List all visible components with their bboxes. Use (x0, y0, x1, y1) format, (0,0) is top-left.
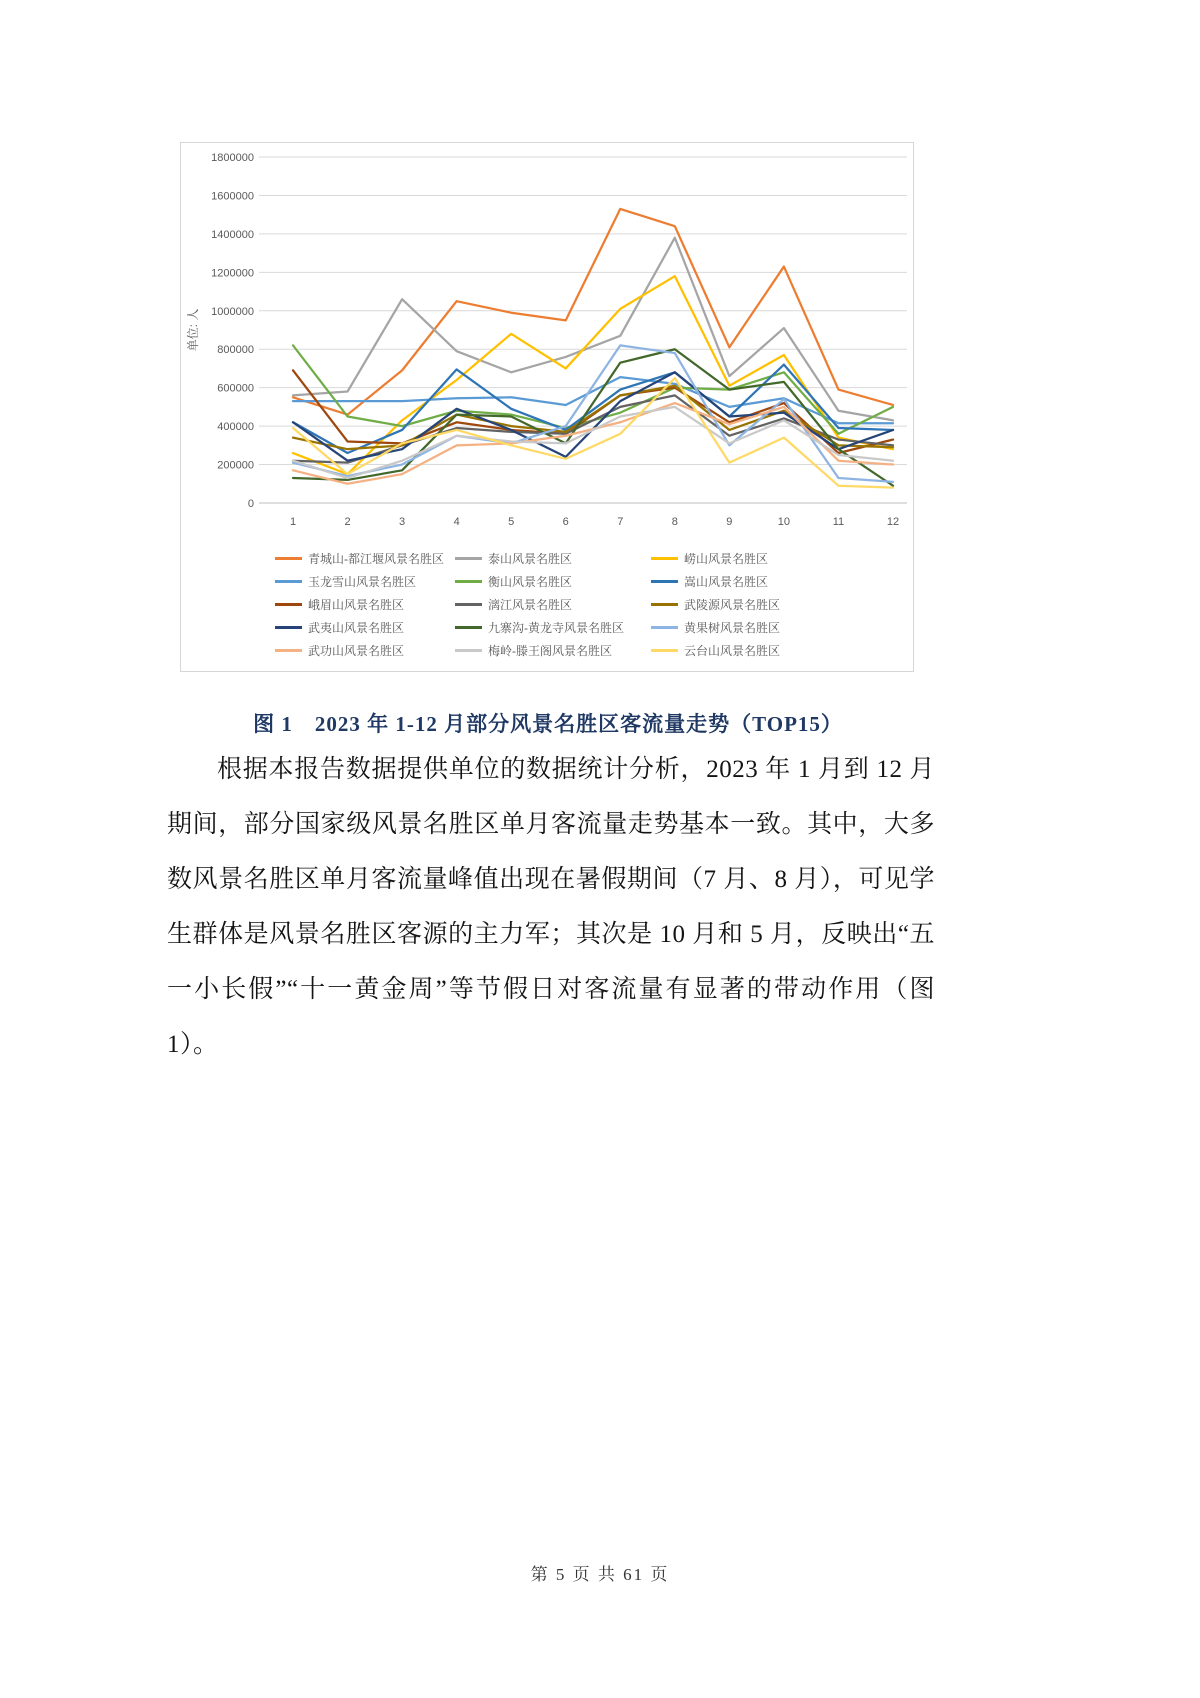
legend-label: 泰山风景名胜区 (488, 551, 573, 566)
legend-item (455, 618, 651, 636)
legend-label: 漓江风景名胜区 (488, 597, 573, 612)
y-axis-title: 单位: 人 (186, 308, 200, 352)
legend-item (455, 572, 651, 590)
legend-label: 峨眉山风景名胜区 (308, 597, 405, 612)
legend-swatch-icon (455, 649, 482, 652)
y-tick-label: 200000 (217, 459, 254, 472)
legend-swatch-icon (275, 580, 302, 583)
y-tick-label: 1600000 (211, 190, 254, 203)
legend-label: 武夷山风景名胜区 (308, 620, 405, 635)
y-tick-label: 400000 (217, 421, 254, 434)
body-paragraph: 根据本报告数据提供单位的数据统计分析，2023 年 1 月到 12 月期间，部分国家级风景名胜区单月客流量走势基本一致。其中，大多数风景名胜区单月客流量峰值出现在暑假期间（7 月、8 月），可见学生群体是风景名胜区客源的主力军；其次是 10 月和 5 月，反映出“五一小长假”“十一黄金周”等节假日对客流量有显著的带动作用（图 1）。 (167, 756, 935, 1058)
y-tick-label: 800000 (217, 344, 254, 357)
legend-label: 青城山-都江堰风景名胜区 (308, 551, 444, 566)
legend-label: 嵩山风景名胜区 (684, 574, 769, 589)
legend-item (651, 595, 913, 613)
legend-item (651, 572, 913, 590)
x-tick-label: 7 (617, 516, 624, 528)
legend-label: 衡山风景名胜区 (488, 574, 573, 589)
y-tick-label: 1000000 (211, 305, 254, 318)
legend-item (275, 572, 455, 590)
legend-label: 武陵源风景名胜区 (684, 597, 781, 612)
legend-item (275, 618, 455, 636)
legend-item (651, 618, 913, 636)
legend-label: 黄果树风景名胜区 (684, 620, 781, 635)
legend-item (455, 641, 651, 659)
legend-swatch-icon (275, 626, 302, 629)
legend-label: 梅岭-滕王阁风景名胜区 (488, 643, 612, 658)
legend-item (455, 549, 651, 567)
y-tick-label: 1400000 (211, 228, 254, 241)
legend-swatch-icon (455, 580, 482, 583)
legend-swatch-icon (651, 557, 678, 560)
legend-item (455, 595, 651, 613)
legend-swatch-icon (275, 603, 302, 606)
legend-swatch-icon (651, 603, 678, 606)
legend-swatch-icon (651, 580, 678, 583)
x-tick-label: 12 (886, 516, 900, 528)
line-chart (181, 143, 913, 547)
x-tick-label: 3 (399, 516, 406, 528)
series-line (293, 276, 893, 474)
legend-swatch-icon (455, 603, 482, 606)
x-tick-label: 11 (832, 516, 845, 528)
legend-item (275, 595, 455, 613)
y-tick-label: 0 (247, 498, 254, 510)
legend-item (275, 549, 455, 567)
legend-swatch-icon (651, 649, 678, 652)
legend-label: 武功山风景名胜区 (308, 643, 405, 658)
legend-label: 玉龙雪山风景名胜区 (308, 574, 417, 589)
x-tick-label: 10 (777, 516, 791, 528)
legend-item (651, 641, 913, 659)
legend-swatch-icon (275, 557, 302, 560)
figure-caption: 图 1 2023 年 1-12 月部分风景名胜区客流量走势（TOP15） (253, 712, 843, 736)
x-tick-label: 1 (289, 516, 297, 528)
legend-swatch-icon (455, 626, 482, 629)
y-tick-label: 1200000 (211, 267, 254, 280)
page-footer: 第 5 页 共 61 页 (530, 1565, 670, 1584)
x-tick-label: 5 (508, 516, 515, 528)
y-tick-label: 1800000 (211, 152, 254, 164)
series-line (293, 349, 893, 485)
chart-container (180, 142, 914, 672)
legend-swatch-icon (651, 626, 678, 629)
legend-label: 崂山风景名胜区 (684, 551, 769, 566)
y-tick-label: 600000 (217, 382, 254, 395)
legend-label: 云台山风景名胜区 (684, 643, 781, 658)
legend-item (651, 549, 913, 567)
x-tick-label: 2 (344, 516, 351, 528)
x-tick-label: 6 (562, 516, 569, 528)
chart-legend (181, 549, 913, 659)
x-tick-label: 4 (453, 516, 460, 528)
legend-swatch-icon (275, 649, 302, 652)
legend-label: 九寨沟-黄龙寺风景名胜区 (488, 620, 624, 635)
legend-swatch-icon (455, 557, 482, 560)
legend-item (275, 641, 455, 659)
x-tick-label: 9 (726, 516, 733, 528)
x-tick-label: 8 (671, 516, 678, 528)
